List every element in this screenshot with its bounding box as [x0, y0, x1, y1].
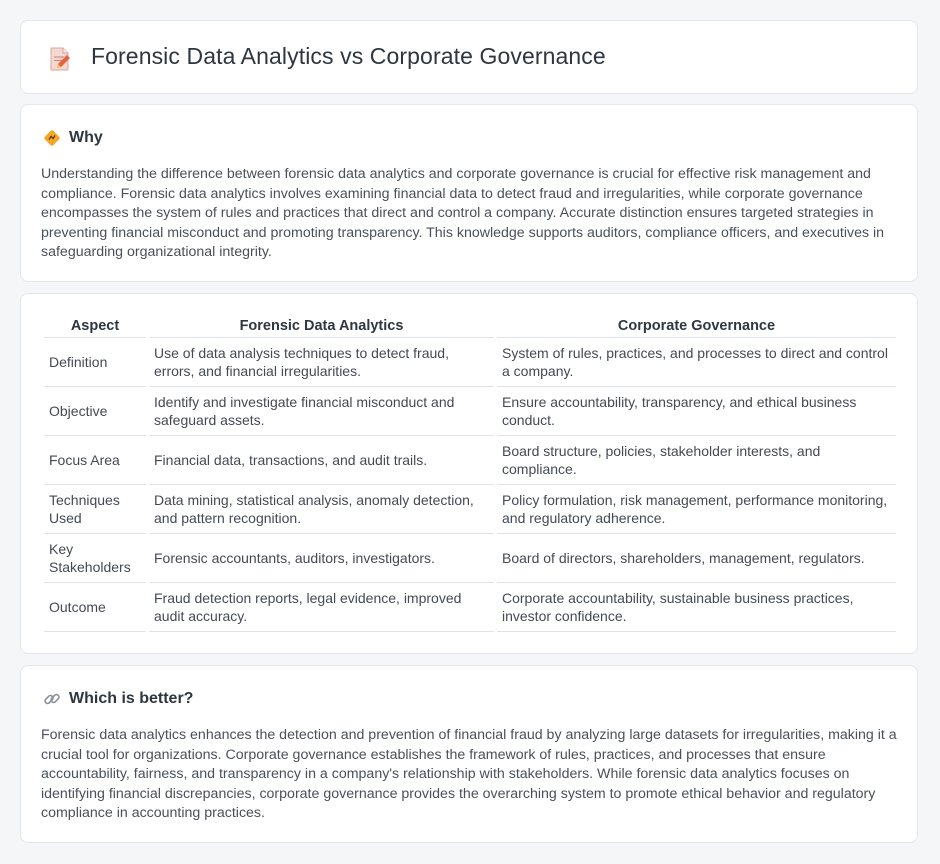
governance-cell: Board of directors, shareholders, management, regulators. — [497, 533, 896, 582]
forensic-cell: Identify and investigate financial misconduct and safeguard assets. — [149, 386, 494, 435]
which-is-better-heading: Which is better? — [69, 690, 194, 707]
aspect-cell: Definition — [44, 337, 146, 386]
document-pencil-icon — [49, 47, 71, 71]
diamond-sign-icon — [43, 129, 61, 147]
column-header-governance: Corporate Governance — [617, 318, 776, 334]
governance-cell: Corporate accountability, sustainable business practices, investor confidence. — [497, 582, 896, 632]
which-is-better-text: Forensic data analytics enhances the detection and prevention of financial fraud by analyzing large datasets for irregularities, making it a crucial tool for organizations. Corporate governance establishes the framework of rules, practices, and processes that ensure accountability, fairness, and transparency in a company's relationship with stakeholders. While forensic data analytics focuses on identifying financial discrepancies, corporate governance provides the overarching system to promote ethical behavior and regulatory compliance in accounting practices. — [41, 727, 897, 822]
comparison-card — [20, 293, 918, 654]
link-icon — [43, 690, 61, 708]
table-row — [44, 484, 896, 533]
forensic-cell: Forensic accountants, auditors, investigators. — [149, 533, 494, 582]
forensic-cell: Use of data analysis techniques to detect fraud, errors, and financial irregularities. — [149, 337, 494, 386]
governance-cell: Board structure, policies, stakeholder interests, and compliance. — [497, 435, 896, 484]
forensic-cell: Financial data, transactions, and audit trails. — [149, 435, 494, 484]
page-title: Forensic Data Analytics vs Corporate Governance — [91, 43, 606, 69]
which-is-better-section — [20, 665, 918, 843]
table-row — [44, 435, 896, 484]
why-heading: Why — [69, 129, 103, 146]
comparison-table — [41, 316, 899, 632]
aspect-cell: Key Stakeholders — [44, 533, 146, 582]
table-row — [44, 582, 896, 632]
aspect-cell: Focus Area — [44, 435, 146, 484]
table-row — [44, 337, 896, 386]
table-row — [44, 386, 896, 435]
aspect-cell: Outcome — [44, 582, 146, 632]
table-row — [44, 533, 896, 582]
forensic-cell: Fraud detection reports, legal evidence, improved audit accuracy. — [149, 582, 494, 632]
governance-cell: Ensure accountability, transparency, and ethical business conduct. — [497, 386, 896, 435]
aspect-cell: Techniques Used — [44, 484, 146, 533]
governance-cell: Policy formulation, risk management, performance monitoring, and regulatory adherence. — [497, 484, 896, 533]
column-header-forensic: Forensic Data Analytics — [239, 318, 404, 334]
governance-cell: System of rules, practices, and processes to direct and control a company. — [497, 337, 896, 386]
aspect-cell: Objective — [44, 386, 146, 435]
forensic-cell: Data mining, statistical analysis, anomaly detection, and pattern recognition. — [149, 484, 494, 533]
why-section — [20, 104, 918, 282]
title-card — [20, 20, 918, 94]
column-header-aspect: Aspect — [70, 318, 120, 334]
why-text: Understanding the difference between forensic data analytics and corporate governance is crucial for effective risk management and compliance. Forensic data analytics involves examining financial data to detect fraud and irregularities, while corporate governance encompasses the system of rules and practices that direct and control a company. Accurate distinction ensures targeted strategies in preventing financial misconduct and promoting transparency. This knowledge supports auditors, compliance officers, and executives in safeguarding organizational integrity. — [41, 166, 885, 261]
